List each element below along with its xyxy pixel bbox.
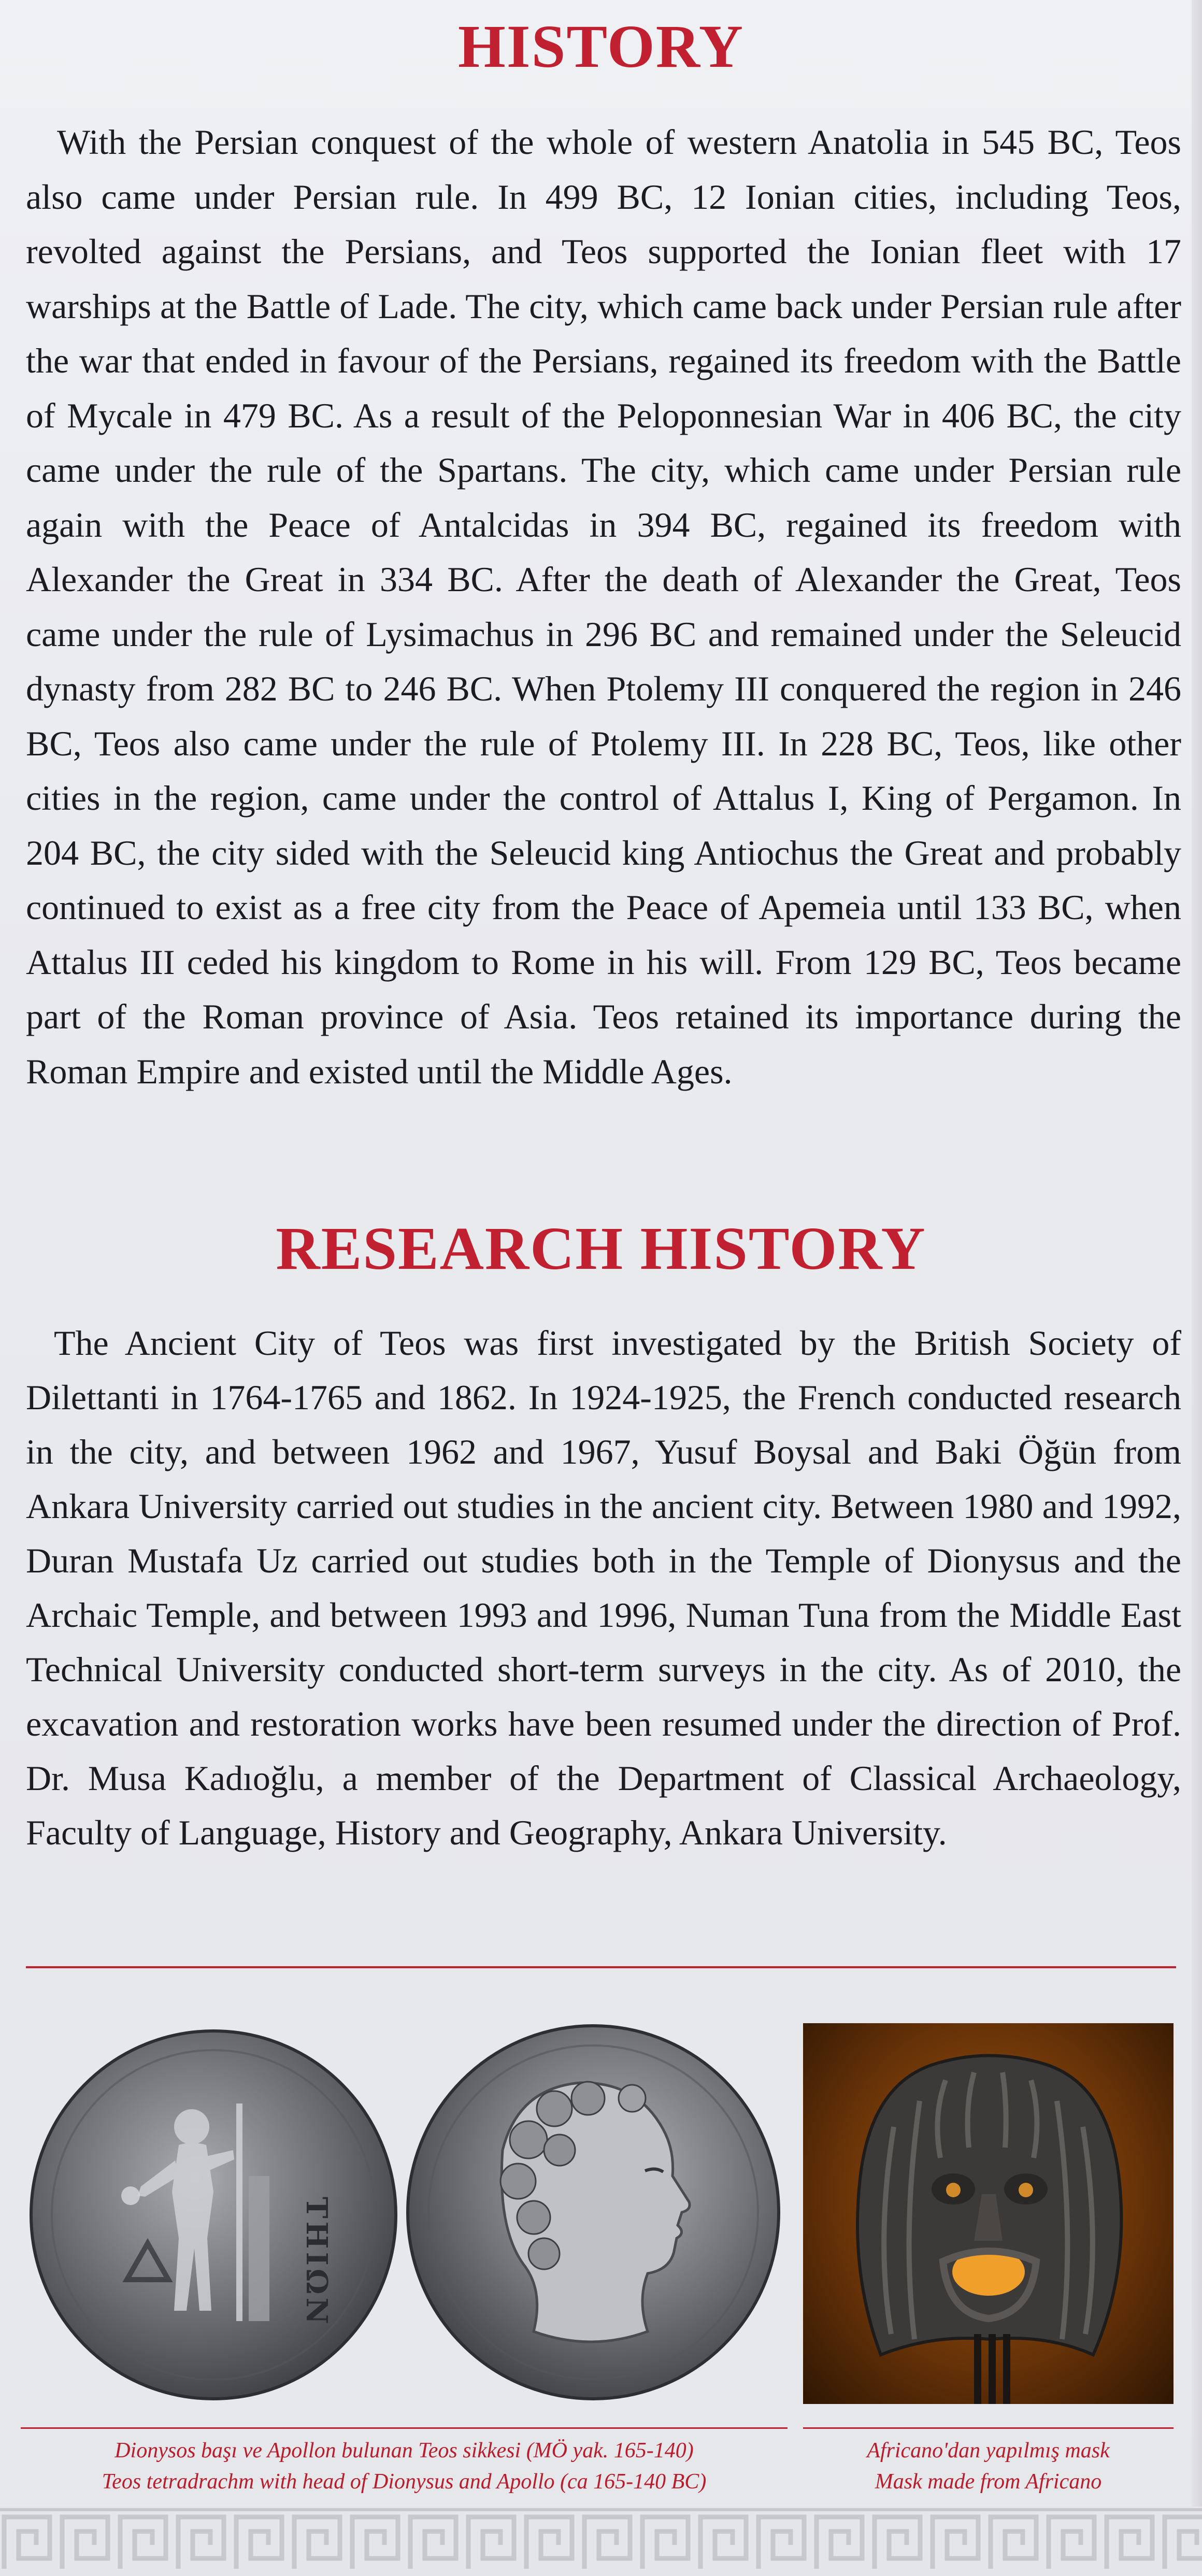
theatre-mask — [857, 2056, 1121, 2405]
coin-obverse — [408, 2026, 779, 2399]
mask-caption — [803, 2435, 1174, 2497]
coin-caption — [21, 2435, 788, 2497]
mask-caption-turkish: Africano'dan yapılmış mask — [867, 2439, 1110, 2463]
research-history-paragraph: The Ancient City of Teos was first investigated by the British Society of Dilettanti in 1764-1765 and 1862. In 1924-1925, the French conducted research in the city, and between 1962 and 1967, Yusuf Boysal and Baki Öğün from Ankara University carried out studies in the ancient city. Between 1980 and 1992, Duran Mustafa Uz carried out studies both in the Temple of Dionysus and the Archaic Temple, and between 1993 and 1996, Numan Tuna from the Middle East Technical University conducted short-term surveys in the city. As of 2010, the excavation and restoration works have been resumed under the direction of Prof. Dr. Musa Kadıoğlu, a member of the Department of Classical Archaeology, Faculty of Language, History and Geography, Ankara University. — [26, 1323, 1181, 1852]
coin-illustration — [21, 2021, 788, 2414]
coin-caption-turkish: Dionysos başı ve Apollon bulunan Teos sikkesi (MÖ yak. 165-140) — [115, 2439, 694, 2463]
coin-caption-rule — [21, 2427, 788, 2429]
research-history-heading: RESEARCH HISTORY — [276, 1214, 926, 1282]
coin-caption-english: Teos tetradrachm with head of Dionysus and Apollo (ca 165-140 BC) — [102, 2470, 707, 2494]
panel-edge — [1192, 0, 1202, 2576]
history-paragraph: With the Persian conquest of the whole of western Anatolia in 545 BC, Teos also came under Persian rule. In 499 BC, 12 Ionian cities, including Teos, revolted against the Persians, and Teos supported the Ionian fleet with 17 warships at the Battle of Lade. The city, which came back under Persian rule after the war that ended in favour of the Persians, regained its freedom with the Battle of Mycale in 479 BC. As a result of the Peloponnesian War in 406 BC, the city came under the rule of the Spartans. The city, which came under Persian rule again with the Peace of Antalcidas in 394 BC, regained its freedom with Alexander the Great in 334 BC. After the death of Alexander the Great, Teos came under the rule of Lysimachus in 296 BC and remained under the Seleucid dynasty from 282 BC to 246 BC. When Ptolemy III conquered the region in 246 BC, Teos also came under the rule of Ptolemy III. In 228 BC, Teos, like other cities in the region, came under the control of Attalus I, King of Pergamon. In 204 BC, the city sided with the Seleucid king Antiochus the Great and probably continued to exist as a free city from the Peace of Apemeia until 133 BC, when Attalus III ceded his kingdom to Rome in his will. From 129 BC, Teos became part of the Roman province of Asia. Teos retained its importance during the Roman Empire and existed until the Middle Ages. — [26, 122, 1181, 1091]
coin-legend: ΤΗΙΩΝ — [299, 2197, 334, 2327]
mask-illustration — [803, 2023, 1174, 2404]
meander-border — [0, 2507, 1202, 2576]
coin-reverse — [31, 2031, 396, 2399]
mask-photo — [803, 2023, 1174, 2404]
section-divider — [26, 1966, 1176, 1968]
mask-caption-rule — [803, 2427, 1174, 2429]
coin-photo — [21, 2021, 788, 2414]
history-heading: HISTORY — [458, 12, 744, 80]
mask-caption-english: Mask made from Africano — [875, 2470, 1102, 2494]
